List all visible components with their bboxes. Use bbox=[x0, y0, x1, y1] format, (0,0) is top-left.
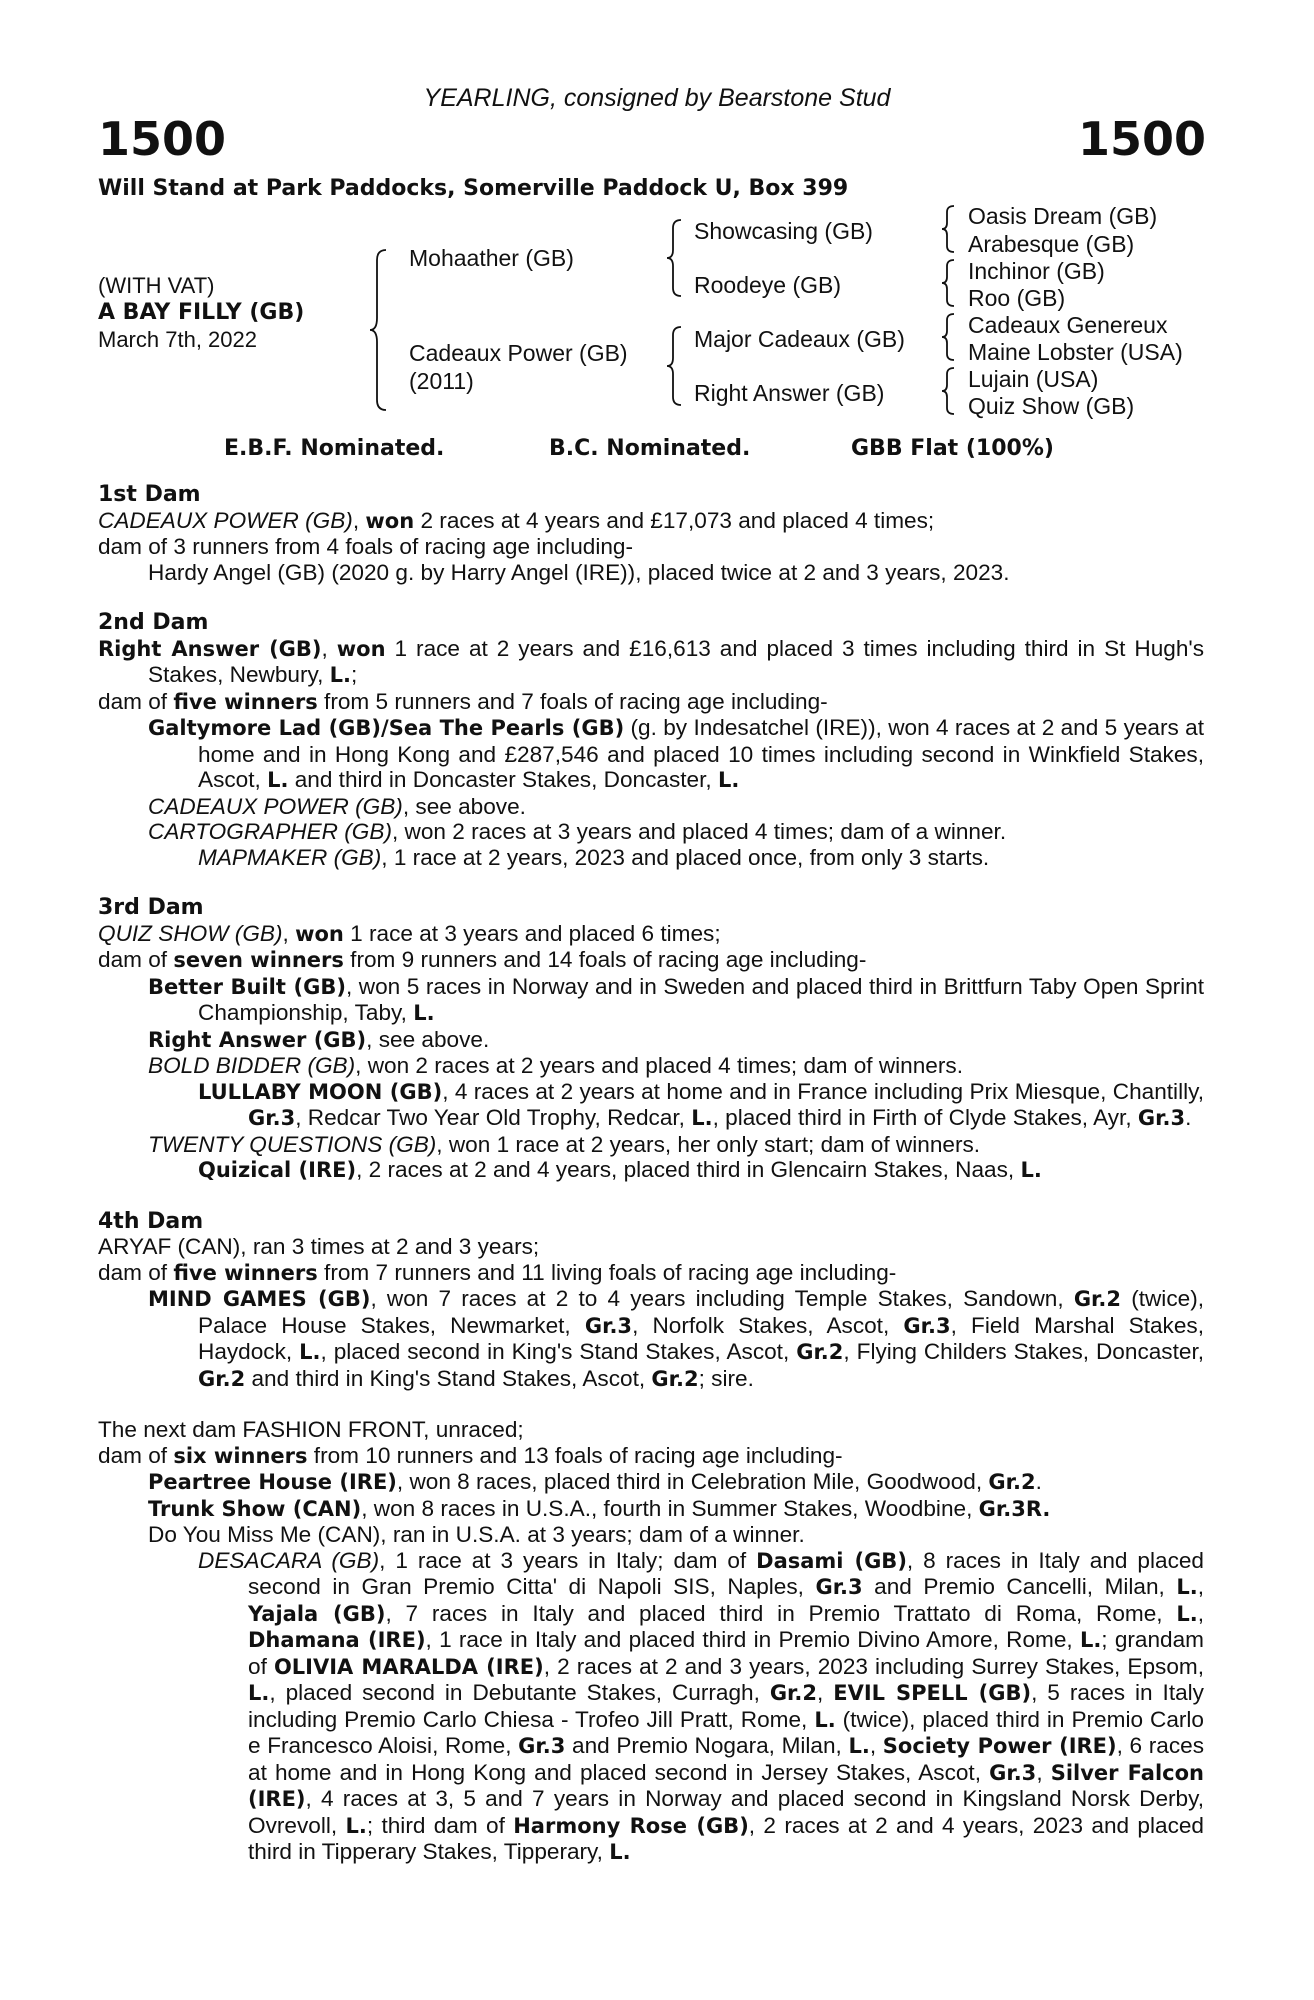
bold-text: Gr.2 bbox=[988, 1470, 1036, 1494]
text-run: , Redcar Two Year Old Trophy, Redcar, bbox=[295, 1105, 692, 1130]
bold-text: L. bbox=[248, 1681, 270, 1705]
text-run: , bbox=[321, 635, 337, 661]
bold-text: MIND GAMES (GB) bbox=[148, 1287, 371, 1311]
italic-text: CADEAUX POWER (GB) bbox=[98, 507, 353, 533]
paragraph bbox=[98, 508, 1204, 535]
text-run: from 7 runners and 11 living foals of racing age including- bbox=[317, 1259, 897, 1285]
nomination-bc: B.C. Nominated. bbox=[549, 436, 751, 461]
section-4th-dam bbox=[98, 1209, 1204, 1393]
text-run: dam of 3 runners from 4 foals of racing age including- bbox=[98, 534, 634, 559]
section-heading: 4th Dam bbox=[98, 1208, 204, 1234]
bold-text: Gr.2 bbox=[198, 1366, 246, 1391]
paragraph bbox=[98, 1522, 1204, 1548]
text-run: , 2 races at 2 and 4 years, placed third in Glencairn Stakes, Naas, bbox=[356, 1157, 1021, 1182]
bold-text: L. bbox=[814, 1707, 836, 1732]
bold-text: LULLABY MOON (GB) bbox=[198, 1079, 443, 1104]
paragraph bbox=[98, 534, 1204, 560]
bold-text: L. bbox=[1176, 1575, 1198, 1599]
text-run: , see above. bbox=[402, 793, 526, 819]
text-run: (twice), Palace House Stakes, Newmarket, bbox=[198, 1286, 1204, 1338]
text-run: , 2 races at 2 and 4 years, 2023 and placed third in Tipperary Stakes, Tipperary, bbox=[248, 1812, 1204, 1864]
horse-info bbox=[98, 272, 304, 353]
text-run: from 9 runners and 14 foals of racing age including- bbox=[343, 947, 867, 972]
paragraph bbox=[98, 1132, 1204, 1158]
text-run: , 1 race at 2 years, 2023 and placed once, from only 3 starts. bbox=[381, 844, 990, 870]
foaling-date: March 7th, 2022 bbox=[98, 327, 257, 352]
bold-text: Gr.3 bbox=[989, 1760, 1037, 1785]
text-run: The next dam FASHION FRONT, unraced; bbox=[98, 1417, 524, 1442]
bold-text: Gr.3R. bbox=[978, 1496, 1051, 1521]
text-run: , won 2 races at 3 years and placed 4 times; dam of a winner. bbox=[391, 819, 1007, 844]
text-run: , 5 races in Italy including Premio Carlo Chiesa - Trofeo Jill Pratt, Rome, bbox=[248, 1680, 1204, 1732]
text-run: ; third dam of bbox=[366, 1812, 514, 1838]
bold-text: L. bbox=[299, 1340, 321, 1364]
bold-text: won bbox=[295, 921, 344, 946]
paragraph bbox=[98, 689, 1204, 716]
paragraph bbox=[98, 1157, 1204, 1184]
bold-text: Galtymore Lad (GB)/Sea The Pearls (GB) bbox=[148, 716, 625, 740]
bold-text: Gr.2 bbox=[651, 1366, 699, 1391]
bold-text: Gr.2 bbox=[1073, 1287, 1122, 1311]
text-run: dam of bbox=[98, 1442, 174, 1468]
paragraph bbox=[98, 1027, 1204, 1054]
pedigree-gen3-7: Lujain (USA) bbox=[968, 366, 1099, 392]
bold-text: won bbox=[365, 508, 415, 533]
pedigree-gen3-8: Quiz Show (GB) bbox=[968, 393, 1135, 419]
bold-text: Society Power (IRE) bbox=[882, 1734, 1117, 1758]
bold-text: Gr.3 bbox=[903, 1313, 951, 1338]
bold-text: L. bbox=[609, 1840, 631, 1864]
text-run: , won 1 race at 2 years, her only start; dam of winners. bbox=[436, 1131, 981, 1157]
pedigree-gen3-2: Arabesque (GB) bbox=[968, 231, 1135, 257]
bold-text: L. bbox=[1079, 1628, 1102, 1652]
text-run: , won 5 races in Norway and in Sweden and placed third in Brittfurn Taby Open Sprint Championship, Taby, bbox=[198, 973, 1204, 1025]
paragraph bbox=[98, 1443, 1204, 1470]
text-run: ; sire. bbox=[698, 1365, 754, 1391]
bold-text: Right Answer (GB) bbox=[98, 636, 322, 661]
text-run: ARYAF (CAN), ran 3 times at 2 and 3 years; bbox=[98, 1234, 540, 1259]
consignment-line: YEARLING, consigned by Bearstone Stud bbox=[423, 84, 891, 112]
text-run: , bbox=[1036, 1759, 1051, 1785]
text-run: from 5 runners and 7 foals of racing age including- bbox=[317, 688, 828, 714]
bold-text: L. bbox=[1020, 1158, 1042, 1182]
pedigree-gen3-3: Inchinor (GB) bbox=[968, 258, 1105, 284]
text-run: (twice), placed third in Premio Carlo e Francesco Aloisi, Rome, bbox=[248, 1706, 1204, 1758]
bold-text: Harmony Rose (GB) bbox=[513, 1813, 749, 1838]
text-run: dam of bbox=[98, 1259, 174, 1285]
text-run: , 8 races in Italy and placed second in Gran Premio Citta' di Napoli SIS, Naples, bbox=[248, 1547, 1204, 1599]
text-run: , Field Marshal Stakes, Haydock, bbox=[198, 1312, 1204, 1364]
pedigree-sire: Mohaather (GB) bbox=[409, 245, 574, 271]
bold-text: Right Answer (GB) bbox=[148, 1027, 367, 1052]
text-run: , 4 races at 3, 5 and 7 years in Norway and placed second in Kingsland Norsk Derby, Ovrevoll, bbox=[248, 1786, 1204, 1838]
section-heading: 3rd Dam bbox=[98, 895, 204, 920]
text-run: and third in King's Stand Stakes, Ascot, bbox=[245, 1365, 652, 1391]
italic-text: CARTOGRAPHER (GB) bbox=[148, 819, 392, 844]
pedigree-brace-sire bbox=[665, 218, 685, 298]
pedigree-gen3-6: Maine Lobster (USA) bbox=[968, 339, 1183, 365]
bold-text: Quizical (IRE) bbox=[198, 1158, 357, 1182]
dam-history bbox=[98, 482, 1204, 1891]
bold-text: OLIVIA MARALDA (IRE) bbox=[273, 1654, 544, 1679]
bold-text: five winners bbox=[173, 1260, 318, 1285]
text-run: Hardy Angel (GB) (2020 g. by Harry Angel (IRE)), placed twice at 2 and 3 years, 2023. bbox=[148, 559, 1010, 585]
text-run: , Norfolk Stakes, Ascot, bbox=[632, 1312, 904, 1338]
italic-text: DESACARA (GB) bbox=[198, 1547, 380, 1573]
text-run: , bbox=[352, 507, 366, 533]
bold-text: Dhamana (IRE) bbox=[248, 1628, 426, 1652]
pedigree-brace-gen3-c bbox=[940, 312, 958, 362]
pedigree-gen3-1: Oasis Dream (GB) bbox=[968, 203, 1158, 229]
text-run: , won 7 races at 2 to 4 years including Temple Stakes, Sandown, bbox=[370, 1286, 1074, 1311]
bold-text: Gr.3 bbox=[248, 1106, 296, 1130]
paragraph bbox=[98, 1496, 1204, 1523]
italic-text: CADEAUX POWER (GB) bbox=[148, 793, 403, 819]
bold-text: six winners bbox=[173, 1443, 308, 1468]
text-run: , placed second in Debutante Stakes, Curragh, bbox=[269, 1680, 770, 1705]
horse-name: A BAY FILLY (GB) bbox=[98, 300, 305, 325]
pedigree-brace-gen3-b bbox=[940, 258, 958, 308]
bold-text: L. bbox=[267, 768, 289, 792]
text-run: 1 race at 3 years and placed 6 times; bbox=[343, 920, 721, 946]
text-run: (g. by Indesatchel (IRE)), won 4 races at 2 and 5 years at home and in Hong Kong and £287,546 and placed 10 times including second in Winkfield Stakes, Ascot, bbox=[198, 715, 1204, 792]
vat-label: (WITH VAT) bbox=[98, 273, 215, 298]
paragraph bbox=[98, 819, 1204, 845]
paragraph bbox=[98, 1260, 1204, 1287]
lot-number-left: 1500 bbox=[98, 112, 227, 166]
bold-text: five winners bbox=[173, 689, 318, 714]
bold-text: Yajala (GB) bbox=[248, 1601, 386, 1626]
paragraph bbox=[98, 715, 1204, 794]
pedigree-dam-year: (2011) bbox=[409, 368, 474, 394]
paragraph bbox=[98, 794, 1204, 820]
italic-text: MAPMAKER (GB) bbox=[198, 844, 382, 870]
paragraph bbox=[98, 947, 1204, 974]
text-run: dam of bbox=[98, 688, 174, 714]
text-run: , 6 races at home and in Hong Kong and placed second in Jersey Stakes, Ascot, bbox=[248, 1733, 1204, 1785]
paragraph bbox=[98, 1417, 1204, 1443]
text-run: , bbox=[1197, 1574, 1204, 1599]
pedigree-dam-sire: Major Cadeaux (GB) bbox=[694, 326, 905, 352]
paragraph bbox=[98, 560, 1204, 586]
text-run: , 4 races at 2 years at home and in France including Prix Miesque, Chantilly, bbox=[442, 1078, 1204, 1104]
pedigree-brace-gen3-d bbox=[940, 366, 958, 416]
text-run: ; bbox=[351, 662, 358, 687]
paragraph bbox=[98, 636, 1204, 689]
text-run: and Premio Cancelli, Milan, bbox=[862, 1574, 1177, 1599]
bold-text: L. bbox=[345, 1813, 367, 1838]
bold-text: L. bbox=[717, 768, 740, 792]
paragraph bbox=[98, 845, 1204, 871]
text-run: . bbox=[1185, 1105, 1192, 1130]
section-3rd-dam bbox=[98, 895, 1204, 1184]
text-run: , placed third in Firth of Clyde Stakes, Ayr, bbox=[712, 1105, 1138, 1130]
pedigree-sire-dam: Roodeye (GB) bbox=[694, 272, 842, 298]
paragraph bbox=[98, 921, 1204, 948]
pedigree-dam-dam: Right Answer (GB) bbox=[694, 380, 885, 406]
text-run: , see above. bbox=[366, 1026, 490, 1052]
paragraph bbox=[98, 1286, 1204, 1392]
bold-text: Silver Falcon (IRE) bbox=[248, 1760, 1204, 1811]
text-run: , won 8 races, placed third in Celebration Mile, Goodwood, bbox=[396, 1469, 989, 1494]
pedigree-brace-dam bbox=[665, 325, 685, 407]
pedigree-gen3-5: Cadeaux Genereux bbox=[968, 312, 1168, 338]
paragraph bbox=[98, 1079, 1204, 1132]
paragraph bbox=[98, 1469, 1204, 1496]
pedigree-brace-main bbox=[368, 248, 390, 412]
text-run: , won 2 races at 2 years and placed 4 times; dam of winners. bbox=[355, 1053, 963, 1078]
text-run: 2 races at 4 years and £17,073 and placed 4 times; bbox=[414, 507, 935, 533]
text-run: , placed second in King's Stand Stakes, Ascot, bbox=[320, 1339, 797, 1364]
text-run: and third in Doncaster Stakes, Doncaster, bbox=[288, 767, 718, 792]
text-run: , bbox=[282, 920, 296, 946]
text-run: and Premio Nogara, Milan, bbox=[565, 1733, 849, 1758]
bold-text: Gr.3 bbox=[518, 1734, 566, 1758]
italic-text: QUIZ SHOW (GB) bbox=[98, 920, 283, 946]
paragraph bbox=[98, 1548, 1204, 1866]
pedigree-gen3-4: Roo (GB) bbox=[968, 285, 1066, 311]
text-run: , 1 race at 3 years in Italy; dam of bbox=[379, 1547, 757, 1573]
section-1st-dam bbox=[98, 482, 1204, 585]
text-run: , Flying Childers Stakes, Doncaster, bbox=[843, 1339, 1204, 1364]
text-run: 1 race at 2 years and £16,613 and placed 3 times including third in St Hugh's Stakes, Newbury, bbox=[148, 635, 1205, 687]
text-run: , 2 races at 2 and 3 years, 2023 including Surrey Stakes, Epsom, bbox=[543, 1653, 1204, 1679]
bold-text: Gr.2 bbox=[769, 1681, 818, 1705]
text-run: Do You Miss Me (CAN), ran in U.S.A. at 3 years; dam of a winner. bbox=[148, 1522, 805, 1547]
nomination-gbb: GBB Flat (100%) bbox=[851, 436, 1054, 461]
bold-text: EVIL SPELL (GB) bbox=[833, 1681, 1032, 1705]
bold-text: L. bbox=[848, 1734, 870, 1758]
bold-text: L. bbox=[1176, 1601, 1198, 1626]
section-heading: 1st Dam bbox=[98, 482, 201, 507]
bold-text: Dasami (GB) bbox=[756, 1548, 907, 1573]
bold-text: won bbox=[336, 636, 386, 661]
text-run: , won 8 races in U.S.A., fourth in Summer Stakes, Woodbine, bbox=[361, 1495, 979, 1521]
italic-text: BOLD BIDDER (GB) bbox=[148, 1053, 356, 1078]
section-2nd-dam bbox=[98, 610, 1204, 870]
bold-text: L. bbox=[329, 663, 352, 687]
section-next-dam bbox=[98, 1417, 1204, 1866]
stand-location: Will Stand at Park Paddocks, Somerville Paddock U, Box 399 bbox=[98, 176, 849, 201]
bold-text: L. bbox=[691, 1106, 713, 1130]
text-run: , bbox=[1197, 1600, 1205, 1626]
bold-text: Trunk Show (CAN) bbox=[148, 1496, 362, 1521]
paragraph bbox=[98, 974, 1204, 1027]
bold-text: Gr.3 bbox=[1137, 1106, 1186, 1130]
bold-text: Peartree House (IRE) bbox=[148, 1470, 397, 1494]
pedigree-dam: Cadeaux Power (GB) bbox=[409, 340, 628, 366]
bold-text: L. bbox=[413, 1001, 435, 1025]
pedigree-sire-sire: Showcasing (GB) bbox=[694, 218, 873, 244]
text-run: , bbox=[817, 1680, 834, 1705]
paragraph bbox=[98, 1053, 1204, 1079]
lot-number-right: 1500 bbox=[1077, 112, 1206, 166]
italic-text: TWENTY QUESTIONS (GB) bbox=[148, 1131, 437, 1157]
bold-text: Gr.3 bbox=[815, 1575, 863, 1599]
pedigree-brace-gen3-a bbox=[940, 204, 958, 254]
bold-text: Gr.3 bbox=[584, 1313, 633, 1338]
text-run: , bbox=[869, 1733, 883, 1758]
text-run: , 1 race in Italy and placed third in Premio Divino Amore, Rome, bbox=[425, 1627, 1080, 1652]
bold-text: seven winners bbox=[173, 948, 344, 972]
text-run: . bbox=[1035, 1469, 1042, 1494]
bold-text: Better Built (GB) bbox=[148, 974, 346, 999]
text-run: from 10 runners and 13 foals of racing age including- bbox=[307, 1442, 843, 1468]
text-run: , 7 races in Italy and placed third in Premio Trattato di Roma, Rome, bbox=[385, 1600, 1177, 1626]
text-run: dam of bbox=[98, 947, 174, 972]
nomination-ebf: E.B.F. Nominated. bbox=[224, 436, 445, 461]
paragraph bbox=[98, 1234, 1204, 1260]
bold-text: Gr.2 bbox=[796, 1340, 844, 1364]
text-run: ; grandam of bbox=[248, 1627, 1204, 1679]
section-heading: 2nd Dam bbox=[98, 610, 209, 635]
